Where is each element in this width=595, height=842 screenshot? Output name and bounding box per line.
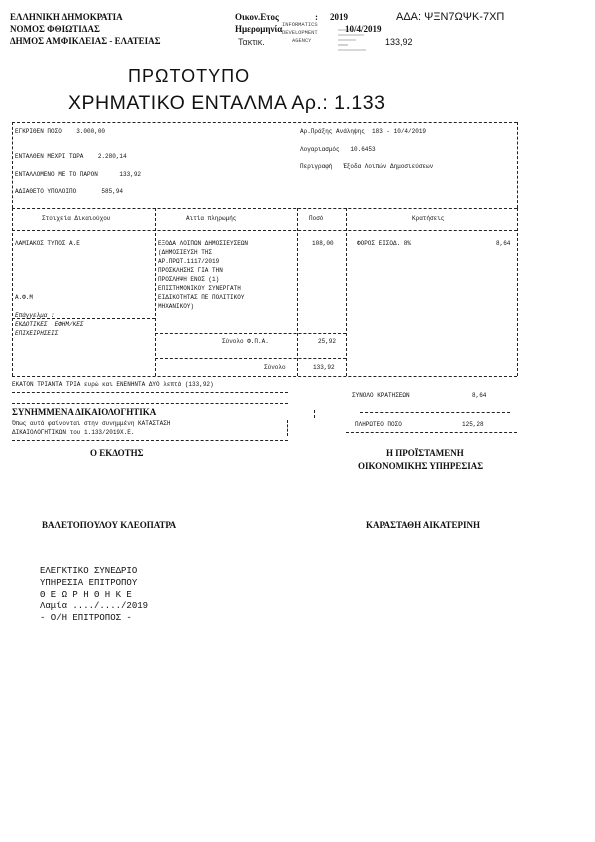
documents-line-1: Όπως αυτά φαίνονται στην συνημμένη ΚΑΤΑΣΤΑΣΗ (12, 420, 171, 427)
words-underline (12, 392, 288, 393)
vat-top-line (155, 333, 346, 334)
payable-bottom-line (346, 432, 517, 433)
expense-description: Περιγραφή Έξοδα Λοιπών Δημοσιεύσεων (300, 163, 434, 170)
table-col-border-4 (346, 208, 347, 376)
committed-so-far: ΕΝΤΑΛΘΕΝ ΜΕΧΡΙ ΤΩΡΑ 2.280,14 (15, 153, 127, 160)
ada-code: ΑΔΑ: ΨΞΝ7ΩΨΚ-7ΧΠ (396, 11, 505, 23)
profession-label: Επάγγελμα : (15, 312, 55, 319)
date-label: Ημερομηνία (235, 24, 283, 34)
head-title-2: ΟΙΚΟΝΟΜΙΚΗΣ ΥΠΗΡΕΣΙΑΣ (358, 461, 484, 471)
header-left-1: ΕΛΛΗΝΙΚΗ ΔΗΜΟΚΡΑΤΙΑ (10, 12, 123, 22)
summary-right-border (517, 122, 518, 208)
deductions-total-label: ΣΥΝΟΛΟ ΚΡΑΤΗΣΕΩΝ (352, 392, 410, 399)
col-header-amount: Ποσό (309, 215, 324, 222)
audit-line-3: Θ Ε Ω Ρ Η Θ Η Κ Ε (40, 590, 132, 600)
table-col-border-5 (517, 208, 518, 376)
documents-right-border (287, 420, 288, 436)
documents-bottom-line (12, 440, 288, 441)
summary-top-border (12, 122, 517, 123)
current-amount: ΕΝΤΑΛΛΟΜΕΝΟ ΜΕ ΤΟ ΠΑΡΟΝ 133,92 (15, 171, 142, 178)
fiscal-year-label: Οικον.Ετος (235, 12, 279, 22)
head-title-1: Η ΠΡΟΪΣΤΑΜΕΝΗ (386, 448, 464, 458)
header-left-2: ΝΟΜΟΣ ΦΘΙΩΤΙΔΑΣ (10, 24, 100, 34)
agency-logo-prefix: Τακτικ. (238, 37, 265, 47)
col-header-cause: Αιτία πληρωμής (186, 215, 237, 222)
beneficiary-divider (12, 318, 155, 319)
head-name: ΚΑΡΑΣΤΑΘΗ ΑΙΚΑΤΕΡΙΝΗ (366, 520, 481, 530)
commitment-act: Αρ.Πράξης Ανάληψης 183 - 10/4/2019 (300, 128, 427, 135)
audit-line-1: ΕΛΕΓΚΤΙΚΟ ΣΥΝΕΔΡΙΟ (40, 566, 138, 576)
documents-title: ΣΥΝΗΜΜΕΝΑ ΔΙΚΑΙΟΛΟΓΗΤΙΚΑ (12, 407, 157, 417)
original-label: ΠΡΩΤΟΤΥΠΟ (128, 66, 251, 86)
remaining-balance: ΑΔΙΑΘΕΤΟ ΥΠΟΛΟΙΠΟ 585,94 (15, 188, 124, 195)
deduction-label: ΦΟΡΟΣ ΕΙΣΟΔ. 8% (357, 240, 412, 247)
beneficiary-afm: Α.Φ.Μ (15, 294, 34, 301)
audit-line-2: ΥΠΗΡΕΣΙΑ ΕΠΙΤΡΟΠΟΥ (40, 578, 138, 588)
summary-left-border (12, 122, 13, 208)
table-col-border-2 (155, 208, 156, 376)
issuer-name: ΒΑΛΕΤΟΠΟΥΛΟΥ ΚΛΕΟΠΑΤΡΑ (42, 520, 177, 530)
cause-line-1: ΕΞΟΔΑ ΛΟΙΠΩΝ ΔΗΜΟΣΙΕΥΣΕΩΝ (158, 240, 249, 247)
account-code: Λογαριασμός 10.6453 (300, 146, 376, 153)
table-top-border (12, 208, 517, 209)
audit-line-5: - Ο/Η ΕΠΙΤΡΟΠΟΣ - (40, 613, 132, 623)
separator-mark (314, 410, 315, 418)
grand-total-label: Σύνολο (264, 364, 286, 371)
col-header-beneficiary: Στοιχεία Δικαιούχου (42, 215, 111, 222)
amount-in-words: ΕΚΑΤΟΝ ΤΡΙΑΝΤΑ ΤΡΙΑ ευρώ και ΕΝΕΝΗΝΤΑ ΔΥΟ λεπτά (133,92) (12, 381, 214, 388)
agency-logo-line-1: INFORMATICS (282, 22, 318, 28)
cause-line-3: ΑΡ.ΠΡΩΤ.1117/2019 (158, 258, 220, 265)
vat-total-value: 25,92 (318, 338, 337, 345)
approved-amount: ΕΓΚΡΙΘΕΝ ΠΟΣΟ 3.000,00 (15, 128, 106, 135)
cause-line-2: (ΔΗΜΟΣΙΕΥΣΗ ΤΗΣ (158, 249, 213, 256)
cause-line-6: ΕΠΙΣΤΗΜΟΝΙΚΟΥ ΣΥΝΕΡΓΑΤΗ (158, 285, 241, 292)
col-header-deductions: Κρατήσεις (412, 215, 445, 222)
cause-line-8: ΜΗΧΑΝΙΚΟΥ) (158, 303, 195, 310)
issuer-title: Ο ΕΚΔΟΤΗΣ (90, 448, 144, 458)
header-amount: 133,92 (385, 37, 413, 47)
fiscal-year-value: 2019 (330, 12, 348, 22)
beneficiary-name: ΛΑΜΙΑΚΟΣ ΤΥΠΟΣ Α.Ε (15, 240, 80, 247)
fiscal-year-colon: : (315, 12, 318, 22)
page-title: ΧΡΗΜΑΤΙΚΟ ΕΝΤΑΛΜΑ Αρ.: 1.133 (68, 92, 386, 114)
documents-top-line (12, 403, 288, 404)
audit-line-4: Λαμία ..../..../2019 (40, 601, 149, 611)
cause-line-7: ΕΙΔΙΚΟΤΗΤΑΣ ΠΕ ΠΟΛΙΤΙΚΟΥ (158, 294, 245, 301)
profession-line-1: ΕΚΔΟΤΙΚΕΣ ΕΦΗΜ/ΚΕΣ (15, 321, 84, 328)
grand-total-value: 133,92 (313, 364, 335, 371)
header-left-3: ΔΗΜΟΣ ΑΜΦΙΚΛΕΙΑΣ - ΕΛΑΤΕΙΑΣ (10, 36, 161, 46)
agency-logo-icon (338, 28, 378, 56)
agency-logo-line-2: DEVELOPMENT (282, 30, 318, 36)
line-amount: 108,00 (312, 240, 334, 247)
date-value: 10/4/2019 (345, 24, 382, 34)
table-col-border-3 (297, 208, 298, 376)
deduction-value: 8,64 (496, 240, 511, 247)
agency-logo-line-3: AGENCY (292, 38, 312, 44)
total-top-line (155, 358, 346, 359)
table-bottom-border (12, 376, 517, 377)
cause-line-4: ΠΡΟΣΚΛΗΣΗΣ ΓΙΑ ΤΗΝ (158, 267, 223, 274)
deductions-total-value: 8,64 (472, 392, 487, 399)
documents-line-2: ΔΙΚΑΙΟΛΟΓΗΤΙΚΩΝ του 1.133/2019Χ.Ε. (12, 429, 135, 436)
table-col-border-1 (12, 208, 13, 376)
payable-label: ΠΛΗΡΩΤΕΟ ΠΟΣΟ (355, 421, 402, 428)
payable-value: 125,28 (462, 421, 484, 428)
cause-line-5: ΠΡΟΣΛΗΨΗ ΕΝΟΣ (1) (158, 276, 220, 283)
table-header-bottom (12, 230, 517, 231)
vat-total-label: Σύνολο Φ.Π.Α. (222, 338, 269, 345)
payable-top-line (360, 412, 510, 413)
profession-line-2: ΕΠΙΧΕΙΡΗΣΕΙΣ (15, 330, 59, 337)
